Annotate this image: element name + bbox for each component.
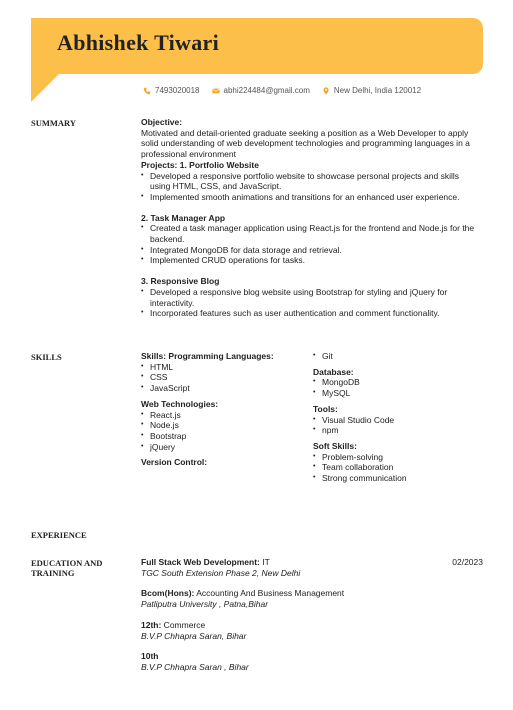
project3-list xyxy=(141,287,481,319)
prog-list xyxy=(141,362,306,394)
school: B.V.P Chhapra Saran , Bihar xyxy=(141,661,249,672)
contact-location xyxy=(322,86,421,95)
list-item: • Team collaboration xyxy=(313,462,483,473)
degree: 12th: xyxy=(141,619,162,630)
projects-label: Projects: 1. Portfolio Website xyxy=(141,159,259,170)
list-item: • Bootstrap xyxy=(141,431,306,442)
list-item: • Visual Studio Code xyxy=(313,415,483,426)
education-date: 02/2023 xyxy=(452,557,483,567)
list-item: • Problem-solving xyxy=(313,452,483,463)
section-title-skills: SKILLS xyxy=(31,352,62,362)
list-item: • HTML xyxy=(141,362,306,373)
location-text: New Delhi, India 120012 xyxy=(333,86,422,95)
web-list xyxy=(141,410,306,453)
list-item: • Implemented smooth animations and transitions for an enhanced user experience. xyxy=(141,192,481,203)
education-content xyxy=(141,557,481,673)
candidate-name: Abhishek Tiwari xyxy=(57,30,220,55)
project1-list xyxy=(141,171,481,203)
degree: Bcom(Hons): xyxy=(141,588,195,599)
school: Patliputra University , Patna,Bihar xyxy=(141,599,269,610)
skills-right-column xyxy=(313,351,483,484)
phone-icon xyxy=(143,87,151,95)
skills-left-column xyxy=(141,351,306,468)
section-title-education: EDUCATION AND TRAINING xyxy=(31,558,103,578)
field: Commerce xyxy=(161,619,206,630)
degree: 10th xyxy=(141,651,159,662)
soft-label: Soft Skills: xyxy=(313,440,357,451)
project3-title: 3. Responsive Blog xyxy=(141,276,220,287)
contact-email xyxy=(212,86,310,95)
education-entry xyxy=(141,651,481,672)
list-item: • npm xyxy=(313,425,483,436)
prog-label: Skills: Programming Languages: xyxy=(141,351,274,361)
envelope-icon xyxy=(212,87,220,95)
header-banner-tail xyxy=(31,74,59,102)
objective-text: Motivated and detail-oriented graduate seeking a position as a Web Developer to apply solid understanding of web development technologies and programming languages in a professional environment xyxy=(141,127,470,160)
project2-title: 2. Task Manager App xyxy=(141,212,226,223)
list-item: • Integrated MongoDB for data storage and retrieval. xyxy=(141,245,481,256)
phone-text: 7493020018 xyxy=(155,86,200,95)
education-entry xyxy=(141,557,481,578)
school: TGC South Extension Phase 2, New Delhi xyxy=(141,567,301,578)
field: Accounting And Business Management xyxy=(194,588,345,599)
tools-label: Tools: xyxy=(313,403,338,414)
db-label: Database: xyxy=(313,366,354,377)
list-item: • Node.js xyxy=(141,420,306,431)
contact-row xyxy=(143,86,421,95)
web-label: Web Technologies: xyxy=(141,398,219,409)
list-item: • Created a task manager application using React.js for the frontend and Node.js for the backend. xyxy=(141,223,481,244)
degree: Full Stack Web Development: xyxy=(141,557,260,567)
list-item: • Git xyxy=(313,351,483,362)
email-text: abhi224484@gmail.com xyxy=(223,86,310,95)
list-item: • Strong communication xyxy=(313,473,483,484)
vc-list xyxy=(313,351,483,362)
school: B.V.P Chhapra Saran, Bihar xyxy=(141,630,247,641)
list-item: • CSS xyxy=(141,372,306,383)
tools-list xyxy=(313,415,483,436)
list-item: • MongoDB xyxy=(313,377,483,388)
list-item: • Incorporated features such as user authentication and comment functionality. xyxy=(141,308,481,319)
list-item: • Developed a responsive portfolio website to showcase personal projects and skills using HTML, CSS, and JavaScript. xyxy=(141,171,481,192)
summary-content xyxy=(141,117,481,319)
location-pin-icon xyxy=(322,87,330,95)
soft-list xyxy=(313,452,483,484)
list-item: • Developed a responsive blog website using Bootstrap for styling and jQuery for interactivity. xyxy=(141,287,481,308)
education-entry xyxy=(141,588,481,609)
list-item: • jQuery xyxy=(141,442,306,453)
vc-label: Version Control: xyxy=(141,457,208,468)
list-item: • JavaScript xyxy=(141,383,306,394)
section-title-summary: SUMMARY xyxy=(31,118,77,128)
list-item: • MySQL xyxy=(313,388,483,399)
project2-list xyxy=(141,223,481,266)
field: IT xyxy=(259,557,270,567)
section-title-experience: EXPERIENCE xyxy=(31,530,87,540)
contact-phone xyxy=(143,86,200,95)
list-item: • Implemented CRUD operations for tasks. xyxy=(141,255,481,266)
db-list xyxy=(313,377,483,398)
education-entry xyxy=(141,620,481,641)
list-item: • React.js xyxy=(141,410,306,421)
objective-label: Objective: xyxy=(141,117,183,127)
